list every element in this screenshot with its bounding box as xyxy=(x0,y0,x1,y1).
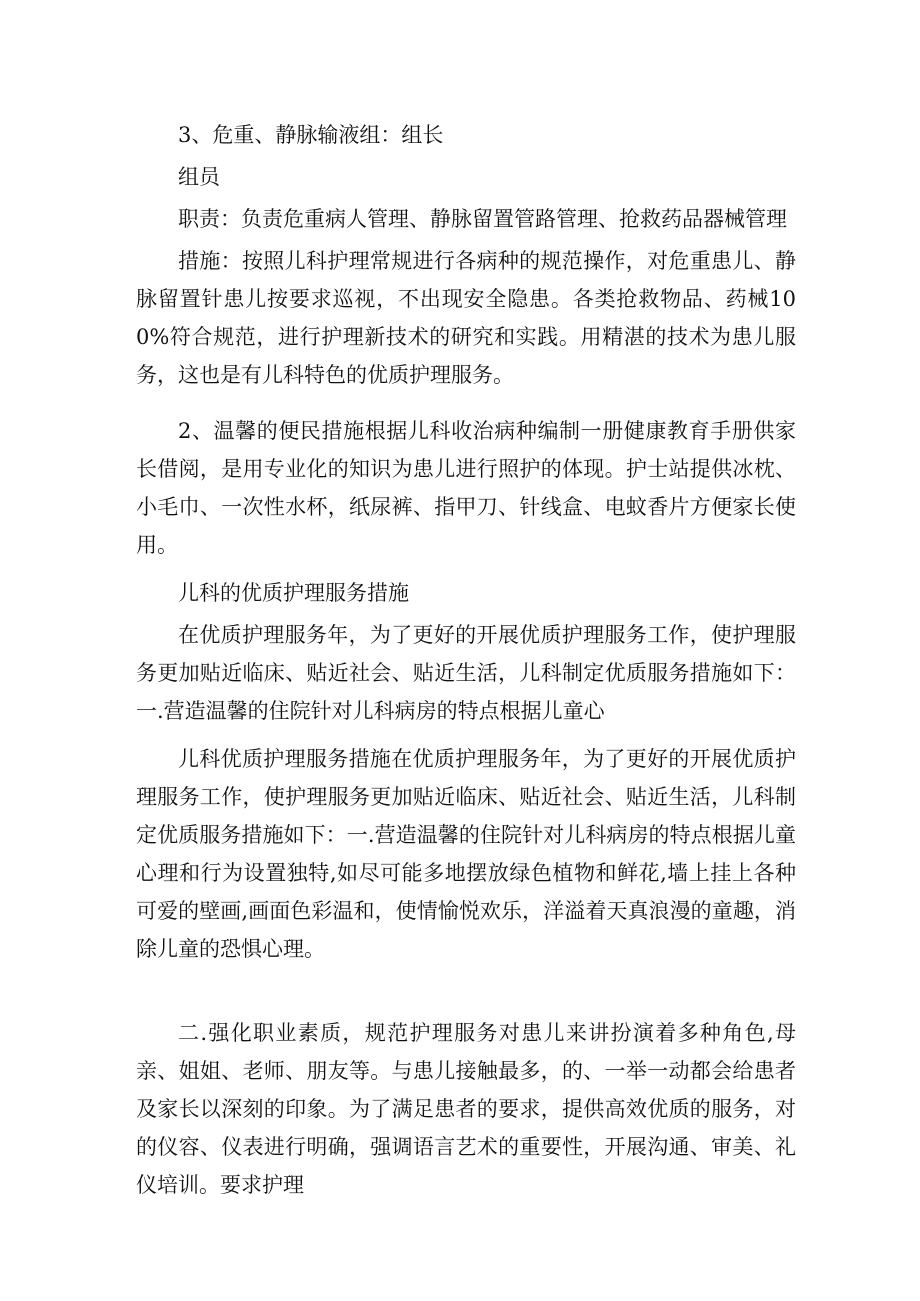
group-heading: 3、危重、静脉输液组：组长 xyxy=(178,123,444,147)
measures-paragraph: 措施：按照儿科护理常规进行各病种的规范操作，对危重患儿、静脉留置针患儿按要求巡视，不出现安全隐患。各类抢救物品、药械100%符合规范，进行护理新技术的研究和实践。用精湛的技术为患儿服务，这也是有儿科特色的优质护理服务。 xyxy=(136,249,796,387)
warm-measures-paragraph: 2、温馨的便民措施根据儿科收治病种编制一册健康教育手册供家长借阅，是用专业化的知识为患儿进行照护的体现。护士站提供冰枕、小毛巾、一次性水杯，纸尿裤、指甲刀、针线盒、电蚊香片方便家长使用。 xyxy=(136,419,796,557)
repeat-paragraph: 儿科优质护理服务措施在优质护理服务年，为了更好的开展优质护理服务工作，使护理服务更加贴近临床、贴近社会、贴近生活，儿科制定优质服务措施如下：一.营造温馨的住院针对儿科病房的特点根据儿童心理和行为设置独特,如尽可能多地摆放绿色植物和鲜花,墙上挂上各种可爱的壁画,画面色彩温和，使情愉悦欢乐，洋溢着天真浪漫的童趣，消除儿童的恐惧心理。 xyxy=(136,747,796,961)
member-line: 组员 xyxy=(178,165,220,189)
section-title: 儿科的优质护理服务措施 xyxy=(178,581,409,605)
professional-paragraph: 二.强化职业素质，规范护理服务对患儿来讲扮演着多种角色,母亲、姐姐、老师、朋友等。与患儿接触最多，的、一举一动都会给患者及家长以深刻的印象。为了满足患者的要求，提供高效优质的服务，对的仪容、仪表进行明确，强调语言艺术的重要性，开展沟通、审美、礼仪培训。要求护理 xyxy=(136,1021,796,1197)
intro-paragraph: 在优质护理服务年，为了更好的开展优质护理服务工作，使护理服务更加贴近临床、贴近社会、贴近生活，儿科制定优质服务措施如下：一.营造温馨的住院针对儿科病房的特点根据儿童心 xyxy=(136,623,796,723)
duties-line: 职责：负责危重病人管理、静脉留置管路管理、抢救药品器械管理 xyxy=(178,207,787,231)
